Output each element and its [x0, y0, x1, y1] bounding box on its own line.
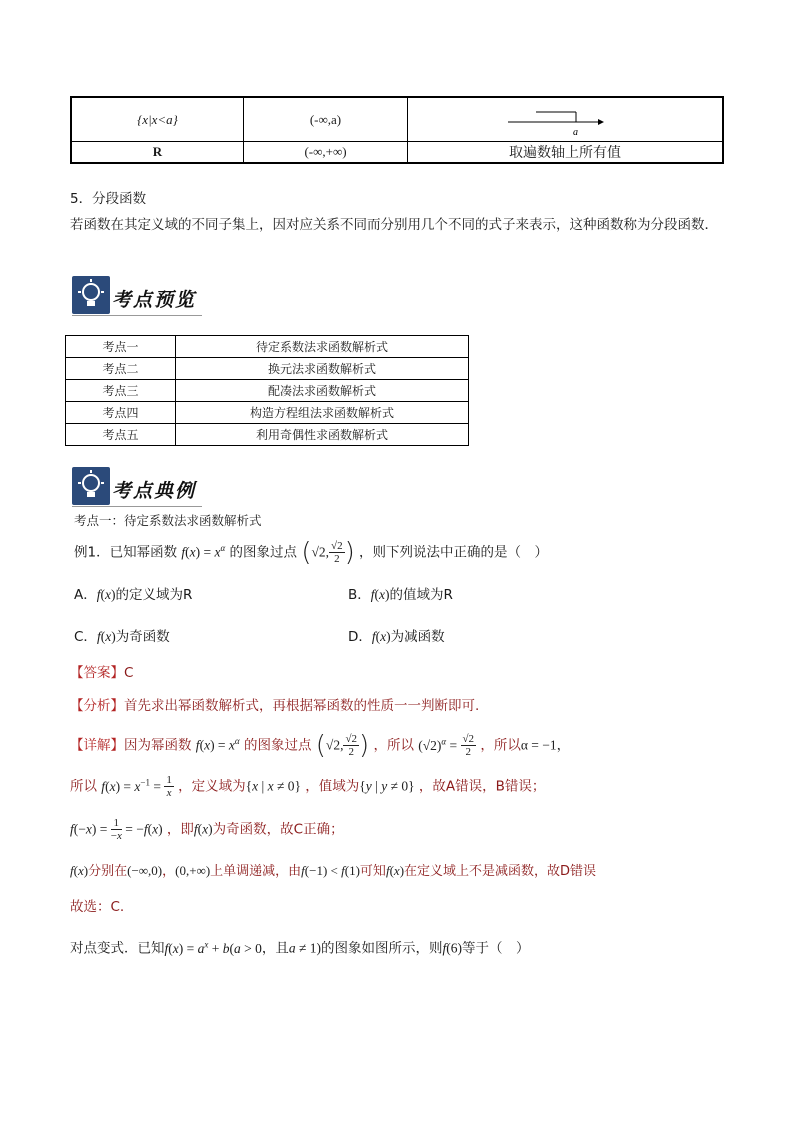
option-a: A．f(x)的定义域为R	[74, 587, 193, 603]
interval-cell: (-∞,a)	[243, 97, 407, 142]
variant-question: 对点变式．已知$f(x) = a^x + b(a > 0$，且a ≠ 1)的图象如图所示，则f(6)等于（ ）	[70, 939, 530, 957]
option-c: C．f(x)为奇函数	[74, 629, 170, 645]
section5-body: 若函数在其定义域的不同子集上，因对应关系不同而分别用几个不同的式子来表示，这种函数称为分段函数．	[70, 217, 718, 233]
banner-examples-title: 考点典例	[112, 480, 197, 502]
analysis: 【分析】首先求出幂函数解析式，再根据幂函数的性质一一判断即可.	[70, 698, 480, 714]
table-row: 考点四 构造方程组法求函数解析式	[66, 402, 469, 424]
axis-cell	[408, 97, 724, 142]
banner-preview-title: 考点预览	[112, 289, 197, 311]
banner-underline	[72, 315, 202, 316]
example1: 例1．已知幂函数 $f(x) = x^\alpha$ 的图象过点 (√2, $\frac{√2}{2}$ ) ，则下列说法中正确的是（ ）	[74, 537, 549, 568]
answer: 【答案】C	[70, 665, 134, 681]
section5-heading: 5．分段函数	[70, 191, 147, 207]
option-b: B．f(x)的值域为R	[348, 587, 453, 603]
option-d: D．f(x)为减函数	[348, 629, 445, 645]
domain-table	[70, 96, 724, 164]
lightbulb-icon	[72, 467, 110, 505]
interval-cell-r: (-∞,+∞)	[243, 142, 407, 164]
detail-line4: f(x)分别在(−∞,0)，(0,+∞)上单调递减，由f(−1) < f(1)可知f(x)在定义域上不是减函数，故D错误	[70, 863, 597, 879]
set-cell: {x|x<a}	[71, 97, 243, 142]
desc-cell: 取遍数轴上所有值	[408, 142, 724, 164]
axis-label-a: a	[573, 126, 578, 138]
preview-table	[65, 335, 469, 446]
table-row: 考点一 待定系数法求函数解析式	[66, 336, 469, 358]
table-row: 考点二 换元法求函数解析式	[66, 358, 469, 380]
detail-line3: f(−x) = $\frac{1}{-x}$ = −f(x) ，即f(x)为奇函数，故C正确；	[70, 817, 344, 842]
set-cell-r: R	[71, 142, 243, 164]
number-line-diagram	[408, 100, 722, 140]
kaodian1-title: 考点一：待定系数法求函数解析式	[74, 513, 262, 528]
lightbulb-icon	[72, 276, 110, 314]
banner-underline	[72, 506, 202, 507]
table-row: 考点五 利用奇偶性求函数解析式	[66, 424, 469, 446]
table-row: 考点三 配凑法求函数解析式	[66, 380, 469, 402]
detail-line2: 所以 $f(x) = x^{-1}$ = $\frac{1}{x}$ ，定义域为{x | x ≠ 0} ，值域为{y | y ≠ 0} ，故A错误，B错误；	[70, 774, 546, 799]
conclusion: 故选：C.	[70, 899, 125, 915]
detail-line1: 【详解】因为幂函数 $f(x) = x^\alpha$ 的图象过点 (√2, $\frac{√2}{2}$ ) ，所以 $(√2)^\alpha$ = $\frac{√2}{2}$ ，所以α = −1，	[70, 730, 571, 761]
